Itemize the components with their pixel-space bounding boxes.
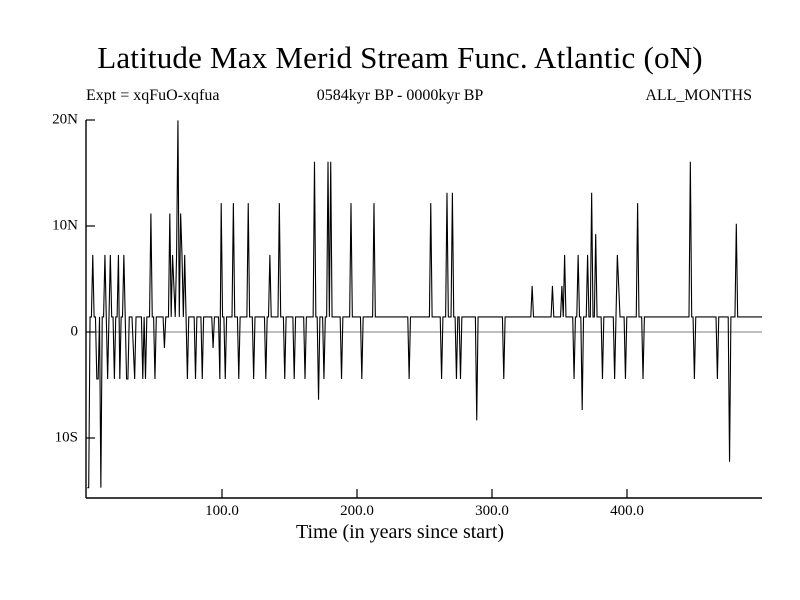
months-label: ALL_MONTHS (645, 87, 752, 104)
y-tick-label: 20N (52, 111, 78, 128)
y-tick-label: 10S (54, 429, 78, 446)
chart-title: Latitude Max Merid Stream Func. Atlantic (oN) (97, 40, 703, 75)
x-tick-label: 100.0 (205, 503, 239, 519)
x-axis-label: Time (in years since start) (295, 521, 505, 543)
x-tick-marks (222, 489, 627, 498)
x-tick-label: 200.0 (340, 503, 374, 519)
y-tick-label: 0 (70, 323, 78, 340)
axes-frame (86, 120, 762, 498)
data-series-line (87, 120, 762, 487)
period-label: 0584kyr BP - 0000kyr BP (316, 87, 484, 104)
y-tick-label: 10N (52, 217, 78, 234)
x-tick-label: 400.0 (610, 503, 644, 519)
experiment-label: Expt = xqFuO-xqfua (86, 87, 220, 104)
x-tick-label: 300.0 (475, 503, 509, 519)
